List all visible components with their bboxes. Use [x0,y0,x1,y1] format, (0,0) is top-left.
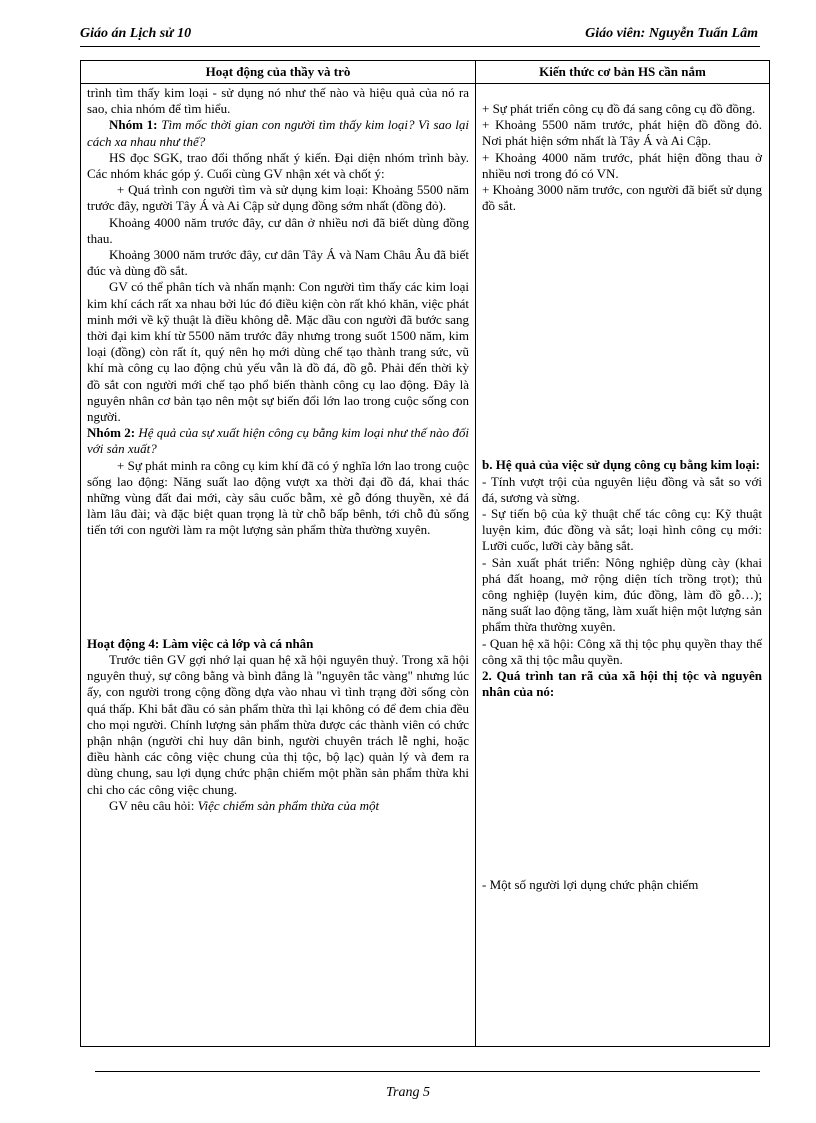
knowledge-item: - Tính vượt trội của nguyên liệu đồng và sắt so với đá, sương và sừng. [482,473,762,505]
paragraph: Trước tiên GV gợi nhớ lại quan hệ xã hội nguyên thuỷ. Trong xã hội nguyên thuỷ, sự công bằng và bình đẳng là "nguyên tắc vàng" nhưng lúc ấy, con người trong cộng đồng dựa vào nhau vì tình trạng đời sống còn quá thấp. Khi bắt đầu có sản phẩm thừa thì lại không có để đem chia đều cho mọi người. Chính lượng sản phẩm thừa được các thành viên có chức phận nhận (người chỉ huy dân binh, người chuyên trách lễ nghi, hoặc điều hành các công việc chung của thị tộc, bộ lạc) quản lý và đem ra dùng chung, sau lợi dụng chức phận chiếm một phần sản phẩm thừa khi chi cho các công việc chung. [87,651,469,797]
knowledge-column [482,85,762,894]
knowledge-item: + Khoảng 3000 năm trước, con người đã biết sử dụng đồ sắt. [482,182,762,214]
knowledge-item: + Khoảng 5500 năm trước, phát hiện đồ đồng đỏ. Nơi phát hiện sớm nhất là Tây Á và Ai Cập. [482,117,762,149]
column-divider [475,61,476,1046]
table-header [81,61,769,84]
knowledge-item: - Quan hệ xã hội: Công xã thị tộc phụ quyền thay thế công xã thị tộc mẫu quyền. [482,635,762,667]
knowledge-item: + Sự phát triển công cụ đồ đá sang công cụ đồ đồng. [482,101,756,116]
activities-column [87,85,469,814]
paragraph: Khoảng 4000 năm trước đây, cư dân ở nhiều nơi đã biết dùng đồng thau. [87,214,469,246]
footer-divider [95,1071,760,1072]
page-header [80,24,760,47]
knowledge-item: - Sự tiến bộ của kỹ thuật chế tác công cụ: Kỹ thuật luyện kim, đúc đồng và sắt; loại hình công cụ mới: Lưỡi cuốc, lưỡi cày bằng sắt. [482,506,762,554]
knowledge-item: - Sản xuất phát triển: Nông nghiệp dùng cày (khai phá đất hoang, mở rộng diện tích trồng trọt); thủ công nghiệp (luyện kim, đúc đồng, làm đồ gỗ…); năng suất lao động tăng, làm xuất hiện một lượng sản phẩm thừa thường xuyên. [482,554,762,635]
knowledge-item: + Khoảng 4000 năm trước, phát hiện đồng thau ở nhiều nơi trong đó có VN. [482,149,762,181]
paragraph: + Sự phát minh ra công cụ kim khí đã có ý nghĩa lớn lao trong cuộc sống lao động: Năng suất lao động vượt xa thời đại đồ đá, khai thác những vùng đất đai mới, cày sâu cuốc bẫm, xẻ gỗ đóng thuyền, xẻ đá làm lâu đài; và đặc biệt quan trọng là từ chỗ bấp bênh, tới chỗ đủ sống tiến tới con người làm ra một lượng sản phẩm thừa thường xuyên. [87,457,469,538]
knowledge-item: - Một số người lợi dụng chức phận chiếm [482,877,699,893]
teacher-question: GV nêu câu hỏi: Việc chiếm sản phẩm thừa của một [109,797,380,813]
section-heading-b: b. Hệ quả của việc sử dụng công cụ bằng kim loại: [482,457,760,473]
header-activities: Hoạt động của thầy và trò [205,64,351,79]
header-teacher: Giáo viên: Nguyễn Tuấn Lâm [585,26,758,41]
paragraph: Khoảng 3000 năm trước đây, cư dân Tây Á và Nam Châu Âu đã biết đúc và dùng đồ sắt. [87,247,469,279]
header-subject: Giáo án Lịch sử 10 [80,26,192,41]
paragraph: HS đọc SGK, trao đổi thống nhất ý kiến. Đại diện nhóm trình bày. Các nhóm khác góp ý. Cuối cùng GV nhận xét và chốt ý: [87,149,469,182]
page-number: Trang 5 [386,1085,430,1100]
group1-question: Nhóm 1: Tìm mốc thời gian con người tìm thấy kim loại? Vì sao lại cách xa nhau như thế? [87,117,469,149]
paragraph: trình tìm thấy kim loại - sử dụng nó như thế nào và hiệu quả của nó ra sao, chia nhóm để tìm hiểu. [87,85,469,117]
group2-question: Nhóm 2: Hệ quả của sự xuất hiện công cụ bằng kim loại như thế nào đối với sản xuất? [87,425,469,457]
lesson-table [80,60,770,1047]
section-heading-2: 2. Quá trình tan rã của xã hội thị tộc và nguyên nhân của nó: [482,668,762,700]
activity4-heading: Hoạt động 4: Làm việc cả lớp và cá nhân [87,635,314,651]
paragraph: GV có thể phân tích và nhấn mạnh: Con người tìm thấy các kim loại kim khí cách rất xa nhau bởi lúc đó điều kiện còn rất khó khăn, việc phát minh mới về kỹ thuật là điều không dễ. Mặc dầu con người đã bước sang thời đại kim khí từ 5500 năm trước đây nhưng trong suốt 1500 năm, kim loại (đồng) còn rất ít, quý nên họ mới dùng chế tạo thành trang sức, vũ khí mà công cụ lao động chủ yếu vẫn là đồ đá, đồ gỗ. Phải đến thời kỳ đồ sắt con người mới chế tạo phổ biến thành công cụ lao động. Đây là nguyên nhân cơ bản tạo nên một sự biến đổi lớn lao trong cuộc sống con người. [87,279,469,425]
paragraph: + Quá trình con người tìm và sử dụng kim loại: Khoảng 5500 năm trước đây, người Tây Á và Ai Cập sử dụng đồng sớm nhất (đồng đỏ). [87,182,469,214]
header-knowledge: Kiến thức cơ bản HS cần nắm [539,64,706,79]
